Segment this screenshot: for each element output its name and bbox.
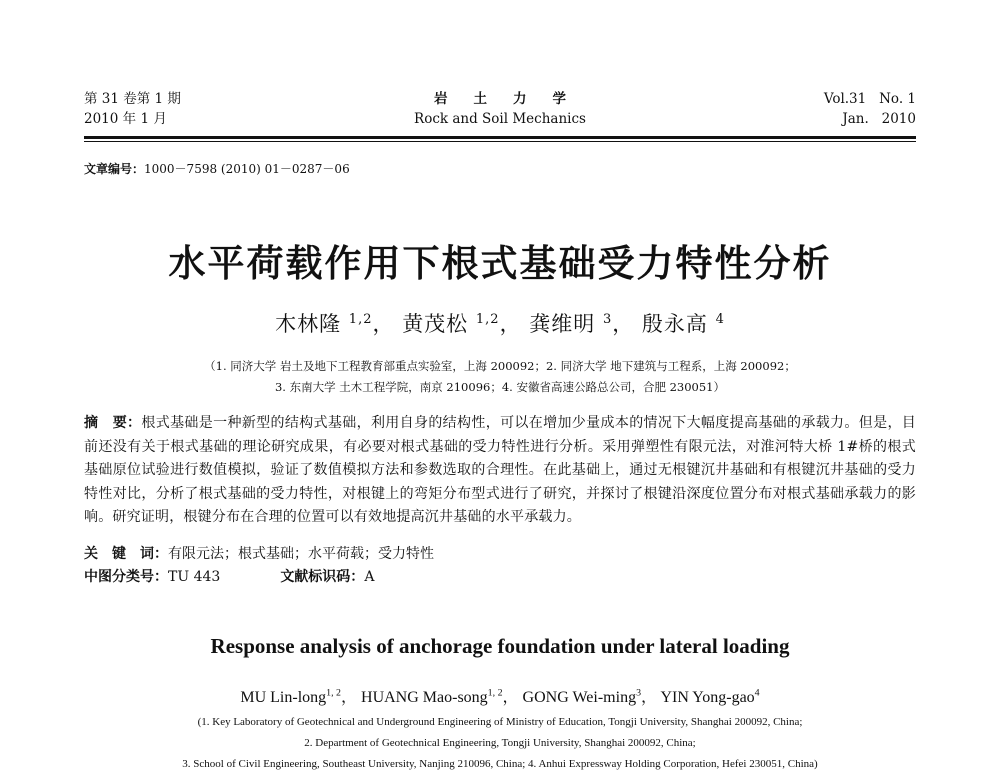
doc-code-value: A <box>364 569 375 585</box>
article-number <box>84 160 350 177</box>
author-en: MU Lin-long$^{1, 2}$， <box>240 687 358 706</box>
affiliations-en-line3: 3. School of Civil Engineering, Southeast University, Nanjing 210096, China; 4. Anhui Expressway Holding Corporation, Hefei 230051, China) <box>182 758 818 770</box>
author-affiliation-mark: 1,2 <box>475 312 500 327</box>
abstract-cn <box>84 412 916 530</box>
authors-en <box>0 684 1000 707</box>
journal-name-cn: 岩土力学 <box>434 91 592 107</box>
authors-cn <box>0 308 1000 338</box>
affiliations-cn-line1: （1. 同济大学 岩土及地下工程教育部重点实验室，上海 200092；2. 同济大学 地下建筑与工程系，上海 200092； <box>204 359 796 373</box>
author-cn: 黄茂松 $^{1,2}$， <box>402 312 522 336</box>
author-en: HUANG Mao-song$^{1, 2}$， <box>361 687 519 706</box>
header-rule-thin <box>84 141 916 142</box>
author-cn: 殷永高 $^4$ <box>641 312 725 336</box>
affiliations-en-line1: (1. Key Laboratory of Geotechnical and Underground Engineering of Ministry of Education, Tongji University, Shanghai 200092, China; <box>197 716 803 728</box>
volume-issue-cn: 第 31 卷第 1 期 <box>84 91 181 107</box>
header-rule-thick <box>84 136 916 139</box>
volume-issue-en: Vol.31 No. 1 <box>823 91 916 107</box>
author-affiliation-mark: 4 <box>754 687 760 699</box>
paper-title-cn: 水平荷载作用下根式基础受力特性分析 <box>168 242 832 285</box>
classification <box>84 566 374 586</box>
author-affiliation-mark: 3 <box>602 312 613 327</box>
author-affiliation-mark: 1,2 <box>348 312 373 327</box>
article-number-value: 1000－7598 (2010) 01－0287－06 <box>144 162 350 176</box>
affiliations-en-line2: 2. Department of Geotechnical Engineering, Tongji University, Shanghai 200092, China; <box>304 737 696 749</box>
author-affiliation-mark: 1, 2 <box>326 687 341 699</box>
author-en: YIN Yong-gao$^4$ <box>660 687 760 706</box>
date-en: Jan. 2010 <box>842 111 916 127</box>
author-cn: 木林隆 $^{1,2}$， <box>275 312 395 336</box>
date-cn: 2010 年 1 月 <box>84 111 167 127</box>
journal-name-en: Rock and Soil Mechanics <box>414 111 586 127</box>
paper-title-en: Response analysis of anchorage foundation under lateral loading <box>210 634 790 658</box>
keywords-cn <box>84 543 434 563</box>
author-affiliation-mark: 4 <box>715 312 725 327</box>
abstract-text: 根式基础是一种新型的结构式基础，利用自身的结构性，可以在增加少量成本的情况下大幅度提高基础的承载力。但是，目前还没有关于根式基础的理论研究成果，有必要对根式基础的受力特性进行分析。采用弹塑性有限元法，对淮河特大桥 1#桥的根式基础原位试验进行数值模拟，验证了数值模拟方法和参数选取的合理性。在此基础上，通过无根键沉井基础和有根键沉井基础的受力特性对比，分析了根式基础的受力特性，对根键上的弯矩分布型式进行了研究，并探讨了根键沿深度位置分布对根式基础承载力的影响。研究证明，根键分布在合理的位置可以有效地提高沉井基础的水平承载力。 <box>84 415 916 525</box>
author-en: GONG Wei-ming$^3$， <box>522 687 658 706</box>
keywords-label: 关 键 词： <box>84 546 168 562</box>
author-affiliation-mark: 1, 2 <box>487 687 503 699</box>
keywords-text: 有限元法；根式基础；水平荷载；受力特性 <box>168 546 434 562</box>
abstract-label: 摘 要： <box>84 415 142 431</box>
author-affiliation-mark: 3 <box>636 687 642 699</box>
clc-label: 中图分类号： <box>84 569 168 585</box>
doc-code-label: 文献标识码： <box>280 569 365 585</box>
clc-value: TU 443 <box>168 569 221 585</box>
article-number-label: 文章编号： <box>84 162 145 176</box>
author-cn: 龚维明 $^3$， <box>529 312 635 336</box>
journal-issue-en <box>824 89 916 129</box>
affiliations-cn-line2: 3. 东南大学 土木工程学院，南京 210096；4. 安徽省高速公路总公司，合肥 230051） <box>274 380 726 394</box>
